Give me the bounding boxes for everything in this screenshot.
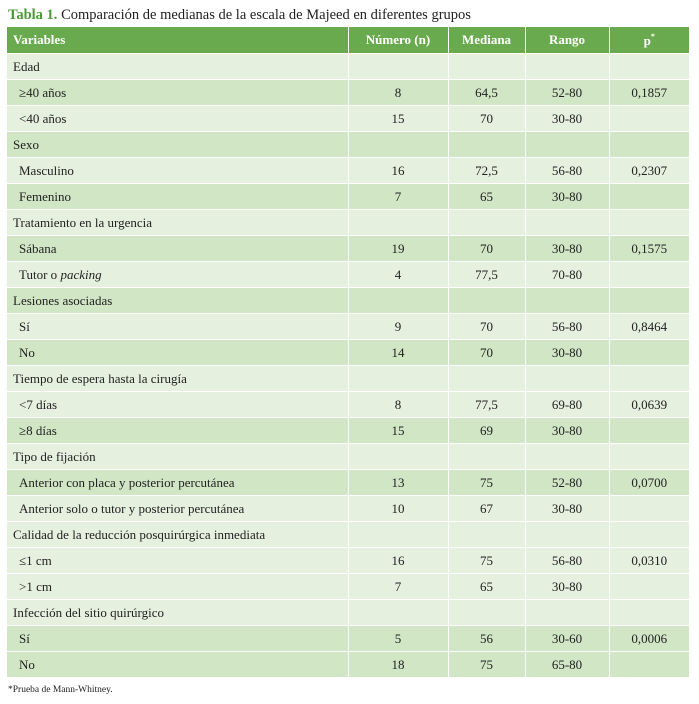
row-label: Anterior con placa y posterior percutánea	[7, 470, 348, 496]
header-mediana: Mediana	[448, 27, 525, 54]
cell-p	[609, 652, 689, 678]
cell-range: 30-60	[525, 626, 609, 652]
row-label: Sí	[7, 626, 348, 652]
table-row	[7, 80, 689, 106]
cell-p: 0,1575	[609, 236, 689, 262]
cell-range: 69-80	[525, 392, 609, 418]
header-p	[609, 27, 689, 54]
cell-range: 30-80	[525, 236, 609, 262]
group-label: Lesiones asociadas	[7, 288, 348, 314]
cell-median: 77,5	[448, 262, 525, 288]
row-label: <7 días	[7, 392, 348, 418]
table-title-label: Tabla 1.	[8, 7, 58, 23]
cell-median: 72,5	[448, 158, 525, 184]
cell-n: 15	[348, 106, 448, 132]
group-label: Tratamiento en la urgencia	[7, 210, 348, 236]
cell-p	[609, 496, 689, 522]
cell-p	[609, 340, 689, 366]
cell-median: 75	[448, 548, 525, 574]
cell-range: 30-80	[525, 106, 609, 132]
cell-range: 30-80	[525, 574, 609, 600]
header-rango: Rango	[525, 27, 609, 54]
cell-n: 18	[348, 652, 448, 678]
header-p-footnote-mark: *	[650, 31, 655, 41]
cell-n: 10	[348, 496, 448, 522]
cell-n: 15	[348, 418, 448, 444]
table-row	[7, 574, 689, 600]
cell-median: 70	[448, 236, 525, 262]
table-row	[7, 470, 689, 496]
cell-p: 0,8464	[609, 314, 689, 340]
cell-median: 56	[448, 626, 525, 652]
cell-median: 69	[448, 418, 525, 444]
row-label: Sábana	[7, 236, 348, 262]
cell-median: 75	[448, 652, 525, 678]
group-row-lesiones	[7, 288, 689, 314]
row-label: Sí	[7, 314, 348, 340]
cell-n: 19	[348, 236, 448, 262]
group-row-tratamiento	[7, 210, 689, 236]
table-row	[7, 340, 689, 366]
row-label: ≤1 cm	[7, 548, 348, 574]
cell-median: 70	[448, 340, 525, 366]
cell-n: 14	[348, 340, 448, 366]
cell-p	[609, 184, 689, 210]
cell-n: 5	[348, 626, 448, 652]
group-label: Tipo de fijación	[7, 444, 348, 470]
cell-p	[609, 262, 689, 288]
cell-n: 4	[348, 262, 448, 288]
cell-range: 56-80	[525, 158, 609, 184]
cell-median: 70	[448, 314, 525, 340]
majeed-medians-table	[7, 27, 689, 677]
cell-p: 0,1857	[609, 80, 689, 106]
cell-range: 52-80	[525, 80, 609, 106]
table-row	[7, 652, 689, 678]
header-variables: Variables	[7, 27, 348, 54]
table-header-row	[7, 27, 689, 54]
cell-n: 13	[348, 470, 448, 496]
cell-range: 52-80	[525, 470, 609, 496]
table-row	[7, 184, 689, 210]
table-row	[7, 314, 689, 340]
group-row-edad	[7, 54, 689, 80]
group-row-tipo-fijacion	[7, 444, 689, 470]
row-label-italic: packing	[60, 266, 102, 282]
cell-n: 8	[348, 80, 448, 106]
group-label: Infección del sitio quirúrgico	[7, 600, 348, 626]
row-label	[7, 262, 348, 288]
row-label: No	[7, 340, 348, 366]
table-row	[7, 158, 689, 184]
cell-median: 77,5	[448, 392, 525, 418]
cell-p: 0,0700	[609, 470, 689, 496]
row-label-prefix: Tutor o	[19, 266, 61, 282]
row-label: Anterior solo o tutor y posterior percutánea	[7, 496, 348, 522]
row-label: >1 cm	[7, 574, 348, 600]
table-row	[7, 262, 689, 288]
table-title-text: Comparación de medianas de la escala de Majeed en diferentes grupos	[61, 7, 471, 23]
group-row-tiempo-espera	[7, 366, 689, 392]
group-label: Calidad de la reducción posquirúrgica inmediata	[7, 522, 348, 548]
table-row	[7, 626, 689, 652]
cell-n: 9	[348, 314, 448, 340]
table-row	[7, 418, 689, 444]
group-label: Tiempo de espera hasta la cirugía	[7, 366, 348, 392]
cell-median: 65	[448, 184, 525, 210]
table-row	[7, 106, 689, 132]
cell-p: 0,0639	[609, 392, 689, 418]
group-label: Sexo	[7, 132, 348, 158]
cell-range: 30-80	[525, 418, 609, 444]
cell-p	[609, 106, 689, 132]
cell-p	[609, 418, 689, 444]
cell-p: 0,0006	[609, 626, 689, 652]
cell-median: 70	[448, 106, 525, 132]
row-label: ≥40 años	[7, 80, 348, 106]
cell-n: 16	[348, 158, 448, 184]
group-row-sexo	[7, 132, 689, 158]
cell-n: 7	[348, 574, 448, 600]
cell-n: 8	[348, 392, 448, 418]
cell-p	[609, 574, 689, 600]
cell-range: 30-80	[525, 496, 609, 522]
group-label: Edad	[7, 54, 348, 80]
cell-range: 70-80	[525, 262, 609, 288]
row-label: No	[7, 652, 348, 678]
table-footnote: *Prueba de Mann-Whitney.	[8, 685, 113, 695]
cell-median: 75	[448, 470, 525, 496]
header-p-label: p	[643, 32, 651, 48]
cell-median: 64,5	[448, 80, 525, 106]
header-numero: Número (n)	[348, 27, 448, 54]
group-row-calidad-reduccion	[7, 522, 689, 548]
cell-range: 65-80	[525, 652, 609, 678]
cell-n: 7	[348, 184, 448, 210]
row-label: <40 años	[7, 106, 348, 132]
cell-range: 56-80	[525, 548, 609, 574]
row-label: Masculino	[7, 158, 348, 184]
table-title	[8, 7, 471, 24]
cell-range: 30-80	[525, 340, 609, 366]
cell-range: 56-80	[525, 314, 609, 340]
table-row	[7, 496, 689, 522]
table-row	[7, 548, 689, 574]
cell-p: 0,2307	[609, 158, 689, 184]
cell-p: 0,0310	[609, 548, 689, 574]
table-row	[7, 392, 689, 418]
cell-n: 16	[348, 548, 448, 574]
cell-median: 65	[448, 574, 525, 600]
row-label: Femenino	[7, 184, 348, 210]
cell-range: 30-80	[525, 184, 609, 210]
cell-median: 67	[448, 496, 525, 522]
table-row	[7, 236, 689, 262]
row-label: ≥8 días	[7, 418, 348, 444]
group-row-infeccion	[7, 600, 689, 626]
